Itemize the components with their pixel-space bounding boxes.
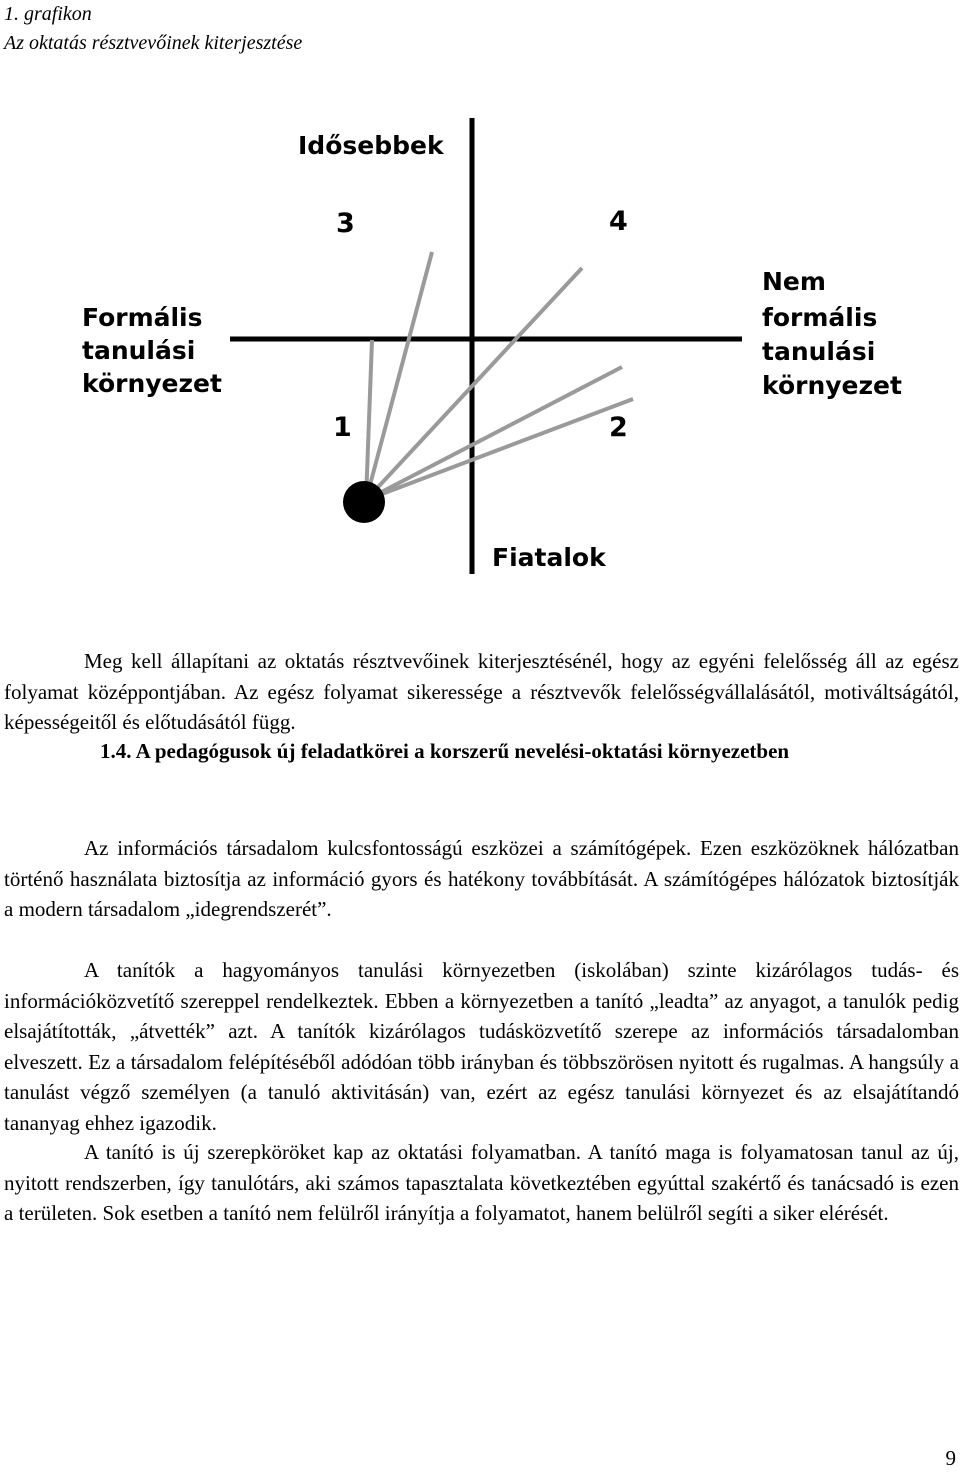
ray-label-1: 1 [333, 412, 352, 443]
label-nonformal-line-4: környezet [762, 371, 902, 400]
ray-label-2: 2 [609, 412, 628, 443]
ray-2b [366, 399, 633, 500]
section-heading: 1.4. A pedagógusok új feladatkörei a korszerű nevelési-oktatási környezetben [100, 739, 790, 763]
ray-label-4: 4 [609, 206, 628, 237]
label-nonformal-line-2: formális [762, 303, 878, 332]
paragraph-computers: Az információs társadalom kulcsfontosságú eszközei a számítógépek. Ezen eszközöknek hálózatban történő használata biztosítja az információ gyors és hatékony továbbítását. A számítógépes hálózatok biztosítják a modern társadalom „idegrendszerét”. [4, 836, 959, 921]
label-formal-line-2: tanulási [82, 336, 196, 365]
paragraph-traditional-teachers: A tanítók a hagyományos tanulási környezetben (iskolában) szinte kizárólagos tudás- és információközvetítő szereppel rendelkeztek. Ebben a környezetben a tanító „leadta” az anyagot, a tanulók pedig elsajátították, „átvették” azt. A tanítók kizárólagos tudásközvetítő szerepe az információs társadalomban elveszett. Ez a társadalom felépítéséből adódóan több irányban és többszörösen nyitott és rugalmas. A hangsúly a tanulást végző személyen (a tanuló aktivitásán) van, ezért az egész tanulási környezet és az elsajátítandó tananyag ehhez igazodik. [4, 958, 959, 1135]
label-older: Idősebbek [298, 131, 444, 160]
label-formal-line-1: Formális [82, 303, 203, 332]
label-nonformal-line-3: tanulási [762, 337, 876, 366]
age-learning-environment-diagram [0, 90, 960, 610]
label-young: Fiatalok [492, 543, 606, 572]
paragraph-new-roles: A tanító is új szerepköröket kap az oktatási folyamatban. A tanító maga is folyamatosan tanul az új, nyitott rendszerben, így tanulótárs, aki számos tapasztalata következtében egyúttal szakértő és tanácsadó is ezen a területen. Sok esetben a tanító nem felülről irányítja a folyamatot, hanem belülről segíti a siker elérését. [4, 1140, 959, 1225]
figure-caption-title: Az oktatás résztvevőinek kiterjesztése [4, 32, 303, 54]
ray-2a [366, 367, 622, 500]
page-number: 9 [945, 1446, 956, 1470]
origin-dot [343, 481, 385, 523]
figure-caption-number: 1. grafikon [4, 3, 92, 25]
label-formal-line-3: környezet [82, 369, 222, 398]
label-nonformal-line-1: Nem [762, 267, 826, 296]
ray-label-3: 3 [336, 208, 355, 239]
paragraph-responsibility: Meg kell állapítani az oktatás résztvevőinek kiterjesztésénél, hogy az egyéni felelősség áll az egész folyamat középpontjában. Az egész folyamat sikeressége a résztvevők felelősségvállalásától, motiváltságától, képességeitől és előtudásától függ. [4, 649, 959, 734]
